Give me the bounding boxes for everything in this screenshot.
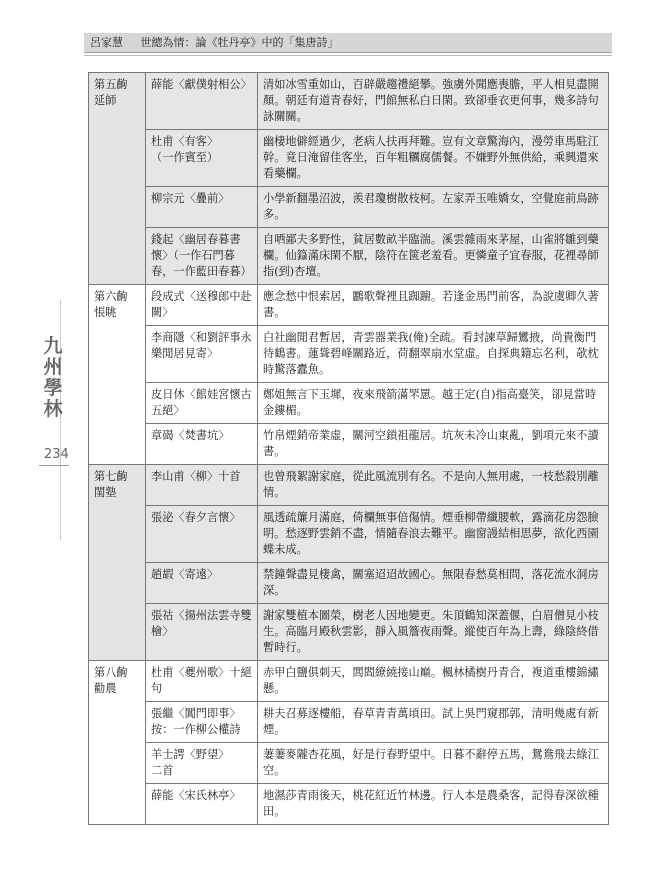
poem-text: 耕夫召募逐樓船，春草青青萬頃田。試上吳門窺郡郭，清明幾處有新煙。 — [258, 702, 609, 743]
page-number: 234 — [44, 447, 69, 462]
table-row — [89, 73, 609, 130]
table-row — [89, 784, 609, 825]
poem-source: 薛能〈獻僕射相公〉 — [146, 73, 258, 130]
table-row — [89, 228, 609, 285]
section-name: 第七齣 閨塾 — [89, 465, 146, 661]
header-divider — [84, 55, 612, 56]
table-row — [89, 743, 609, 784]
poem-source: 趙嘏〈寄遠〉 — [146, 563, 258, 604]
poem-source: 薛能〈宋氏林亭〉 — [146, 784, 258, 825]
table-row — [89, 424, 609, 465]
section-name: 第八齣 勸農 — [89, 661, 146, 825]
section-name: 第六齣 悵眺 — [89, 285, 146, 465]
poem-text: 謝家雙植本圖榮，樹老人因地變更。朱頂鶴知深蓋偃，白眉僧見小枝生。高臨月殿秋雲影，靜入風簷夜雨聲。縱使百年為上壽，綠陰終借暫時行。 — [258, 604, 609, 661]
poem-source: 羊士諤〈野望〉 二首 — [146, 743, 258, 784]
table-row — [89, 604, 609, 661]
poem-source: 錢起〈幽居春暮書懷〉（一作石門暮春，一作藍田春暮） — [146, 228, 258, 285]
table-row — [89, 326, 609, 383]
poem-text: 赤甲白鹽俱刺天，閭閻繚繞接山巔。楓林橘樹丹青合，複道重樓錦繡懸。 — [258, 661, 609, 702]
poem-source: 章碣〈焚書坑〉 — [146, 424, 258, 465]
table-row — [89, 187, 609, 228]
poem-text: 萋萋麥隴杏花風，好是行春野望中。日暮不辭停五馬，鴛鴦飛去綠江空。 — [258, 743, 609, 784]
table-row — [89, 506, 609, 563]
table-row — [89, 702, 609, 743]
table-row — [89, 285, 609, 326]
poem-source: 張祜〈揚州法雲寺雙檜〉 — [146, 604, 258, 661]
table-row — [89, 130, 609, 187]
poem-text: 白社幽閒君暫居，青雲器業我(俺)全疏。看封諫草歸鸞掖，尚貴衡門待鶴書。蓮聳碧峰關路近，荷翻翠扇水堂虛。自探典籍忘名利，欹枕時驚落蠹魚。 — [258, 326, 609, 383]
poem-text: 禁鐘聲盡見棲禽，關塞迢迢故國心。無限春愁莫相問，落花流水洞房深。 — [258, 563, 609, 604]
poem-text: 自哂鄙夫多野性，貧居數畝半臨湍。溪雲雜雨來茅屋，山雀將雛到藥欄。仙籙滿床閑不厭，陰符在篋老羞看。更憐童子宜春服，花裡尋師指(到)杏壇。 — [258, 228, 609, 285]
poem-text: 地濕莎青雨後天，桃花紅近竹林邊。行人本是農桑客，記得春深欲種田。 — [258, 784, 609, 825]
poem-table — [88, 72, 609, 825]
poem-source: 李山甫〈柳〉十首 — [146, 465, 258, 506]
page-number-rule — [39, 465, 69, 466]
journal-logo: 九 州 學 林 — [43, 335, 63, 420]
poem-source: 皮日休〈館娃宮懷古五絕〉 — [146, 383, 258, 424]
table-row — [89, 383, 609, 424]
header-author: 呂家慧 — [90, 36, 123, 49]
poem-source: 張泌〈春夕言懷〉 — [146, 506, 258, 563]
poem-text: 鄭姐無言下玉墀，夜來飛箭滿罘罳。越王定(自)指高臺笑，卻見當時金鏤楣。 — [258, 383, 609, 424]
poem-text: 風透疏簾月滿庭，倚欄無事倍傷情。煙垂柳帶纖腰軟，露滴花房怨臉明。愁逐野雲銷不盡，情隨春浪去難平。幽窗謾結相思夢，欲化西園蝶未成。 — [258, 506, 609, 563]
running-header — [84, 33, 612, 53]
poem-text: 也曾飛絮謝家庭，從此風流別有名。不是向人無用處，一枝愁殺別離情。 — [258, 465, 609, 506]
poem-source: 段成式〈送穆郎中赴闕〉 — [146, 285, 258, 326]
poem-source: 杜甫〈夔州歌〉十絕句 — [146, 661, 258, 702]
section-name: 第五齣 延師 — [89, 73, 146, 285]
poem-text: 小學新翻墨沼波，羨君瓊樹散枝柯。左家弄玉唯嬌女，空覺庭前鳥跡多。 — [258, 187, 609, 228]
header-title: 世總為情：論《牡丹亭》中的「集唐詩」 — [140, 36, 339, 49]
poem-text: 幽棲地僻經過少，老病人扶再拜難。豈有文章驚海內，漫勞車馬駐江幹。竟日淹留佳客坐，百年粗糲腐儒餐。不嫌野外無供給，乘興還來看藥欄。 — [258, 130, 609, 187]
poem-text: 清如冰雪重如山，百辟嚴趨禮絕攀。強虜外聞應喪膽，平人相見盡開顏。朝廷有道青春好，門館無私白日閑。致卻垂衣更何事，幾多詩句詠關關。 — [258, 73, 609, 130]
table-row — [89, 465, 609, 506]
poem-text: 應念愁中恨索居，鸝歌聲裡且踟躕。若逢金馬門前客，為說虞卿久著書。 — [258, 285, 609, 326]
poem-source: 柳宗元〈疊前〉 — [146, 187, 258, 228]
poem-source: 杜甫〈有客〉 （一作賓至） — [146, 130, 258, 187]
poem-text: 竹帛煙銷帝業虛，關河空鎖祖龍居。坑灰未冷山東亂，劉項元來不讀書。 — [258, 424, 609, 465]
poem-source: 李商隱〈和劉評事永樂閒居見寄〉 — [146, 326, 258, 383]
table-row — [89, 661, 609, 702]
poem-source: 張繼〈閶門即事〉按：一作柳公權詩 — [146, 702, 258, 743]
table-row — [89, 563, 609, 604]
